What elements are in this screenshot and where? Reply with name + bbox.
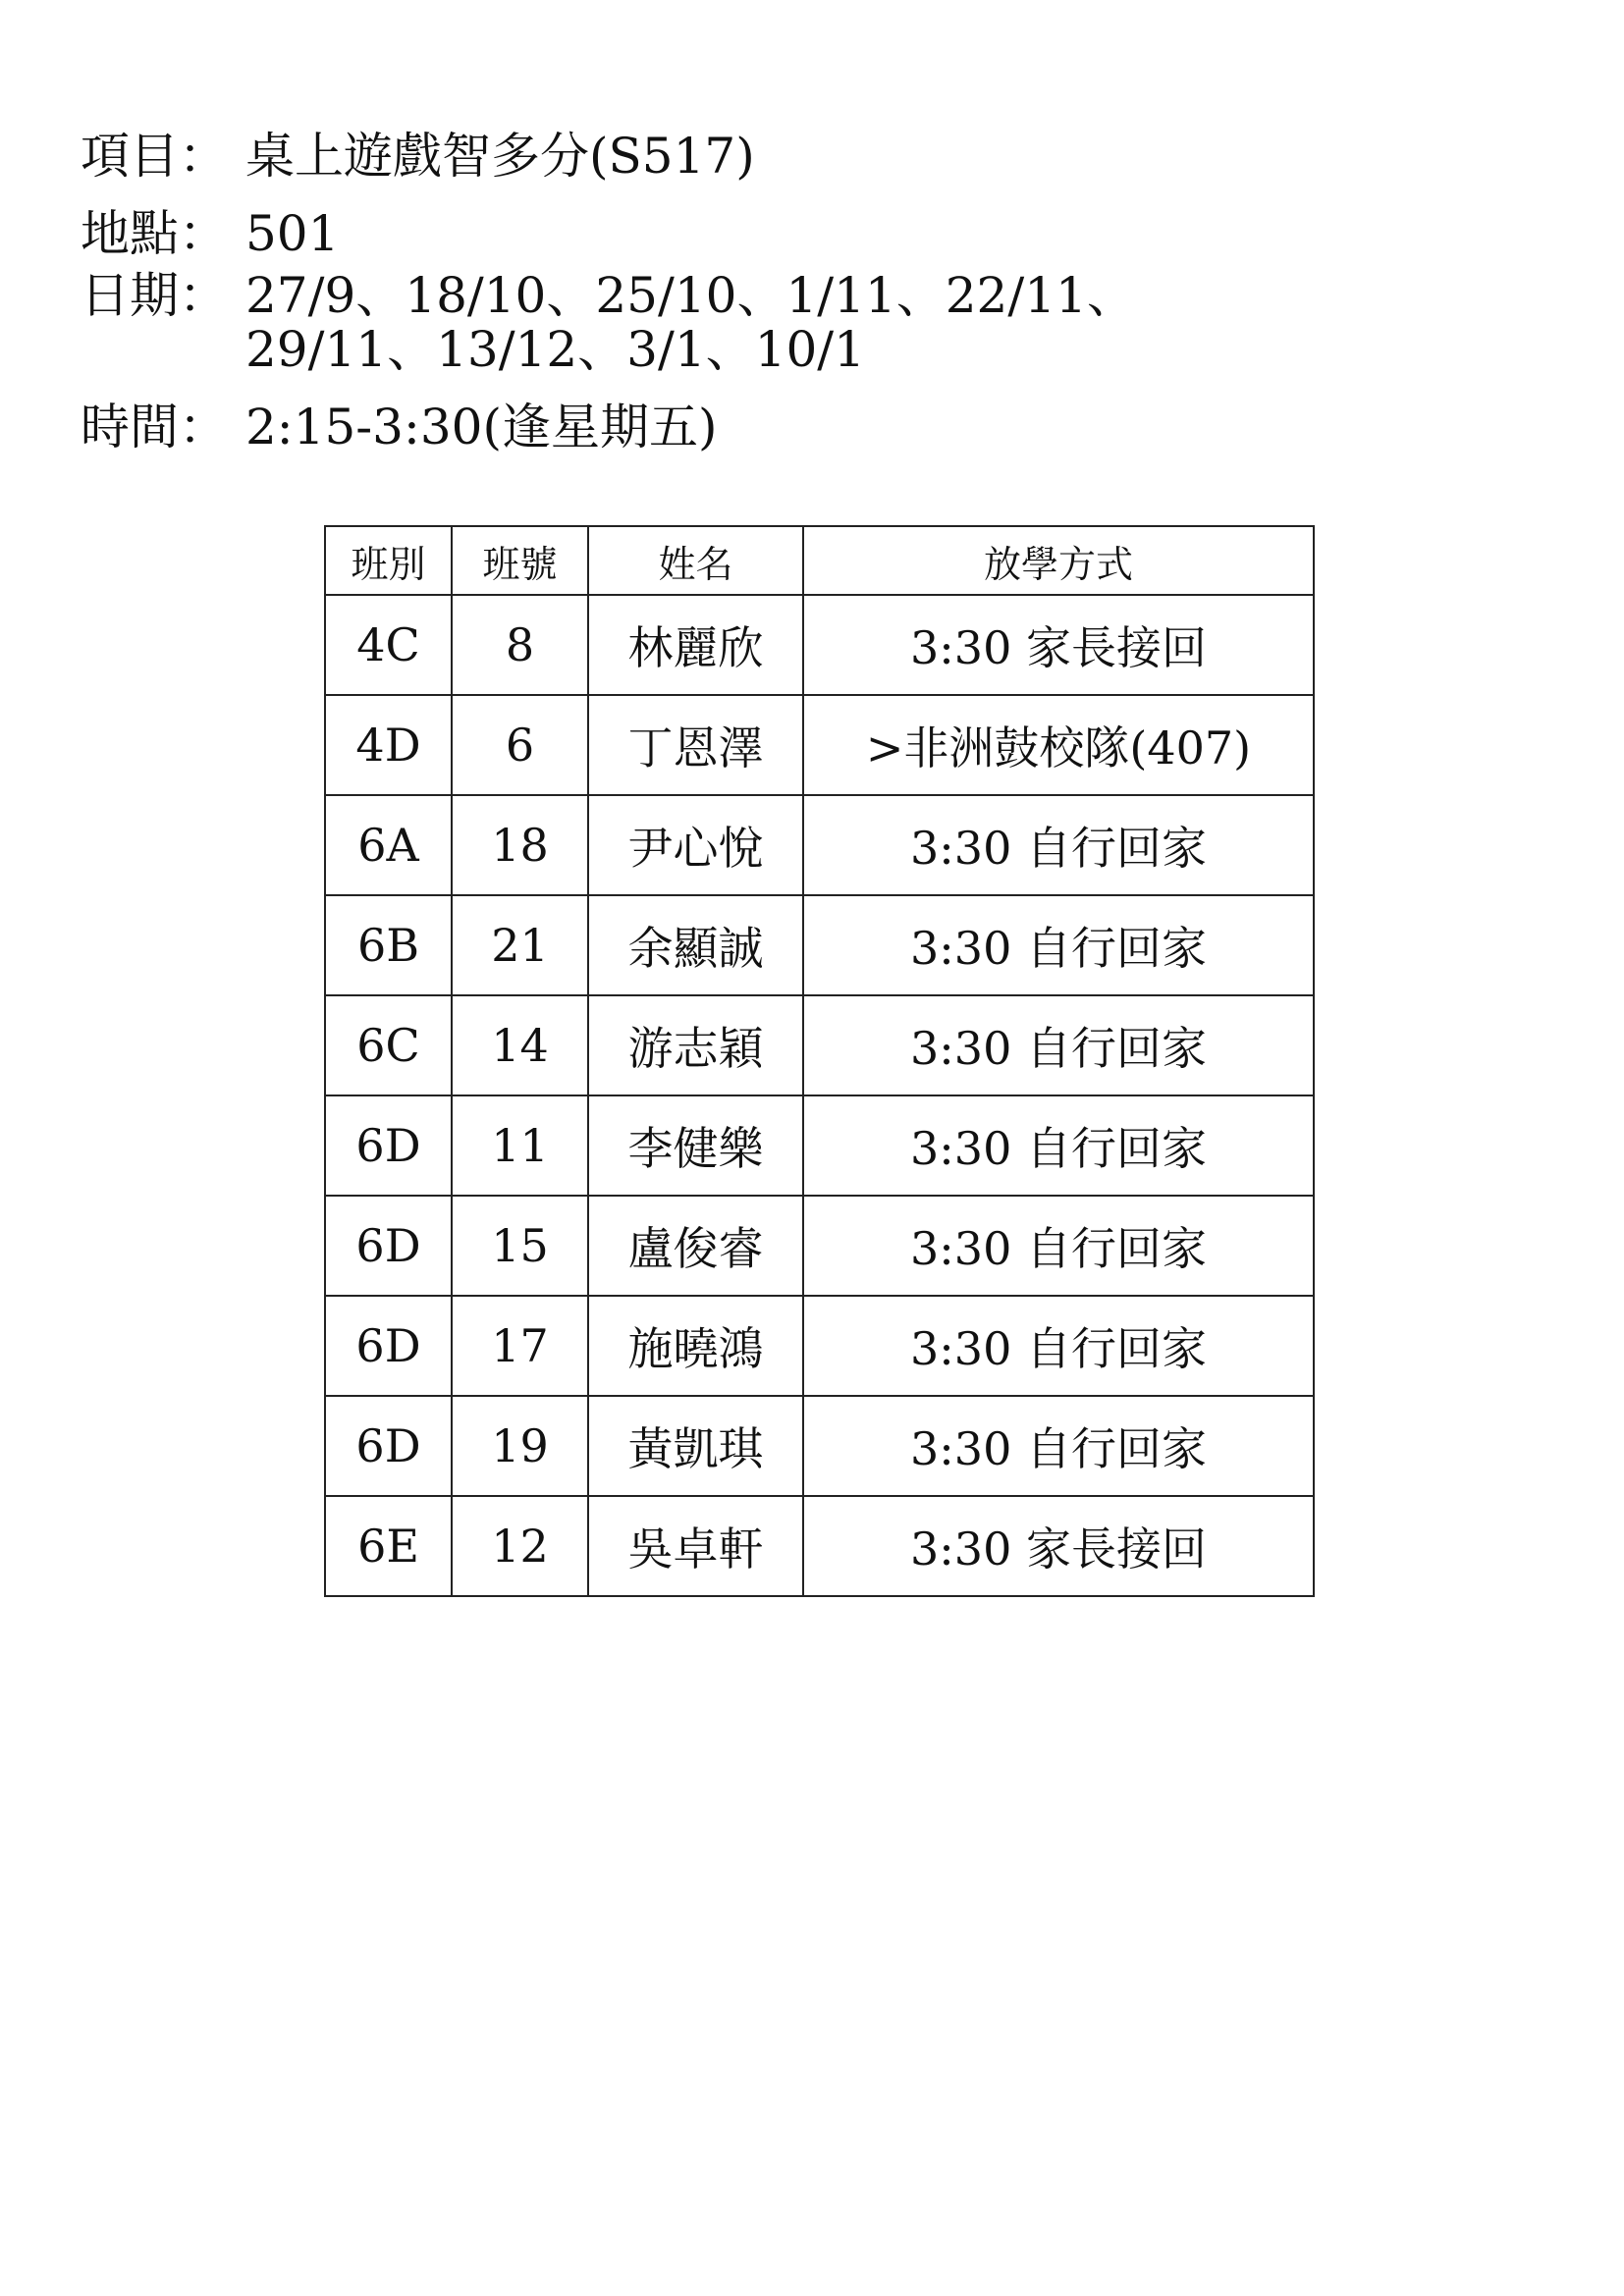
name-cell: 李健樂 bbox=[588, 1095, 803, 1196]
number-cell: 17 bbox=[452, 1296, 588, 1396]
table-row bbox=[325, 995, 1314, 1095]
dismissal-cell: 3:30 自行回家 bbox=[803, 895, 1314, 995]
item-value: 桌上遊戲智多分(S517) bbox=[245, 128, 755, 185]
class-cell: 6D bbox=[325, 1196, 452, 1296]
table-row bbox=[325, 1196, 1314, 1296]
location-label: 地點： bbox=[81, 205, 228, 262]
class-cell: 6A bbox=[325, 795, 452, 895]
name-cell: 盧俊睿 bbox=[588, 1196, 803, 1296]
activity-info bbox=[81, 130, 1136, 454]
number-cell: 8 bbox=[452, 595, 588, 695]
class-cell: 6B bbox=[325, 895, 452, 995]
dismissal-cell: 3:30 自行回家 bbox=[803, 795, 1314, 895]
class-cell: 4C bbox=[325, 595, 452, 695]
name-cell: 吳卓軒 bbox=[588, 1496, 803, 1596]
number-cell: 14 bbox=[452, 995, 588, 1095]
location-row bbox=[81, 207, 1136, 261]
name-cell: 林麗欣 bbox=[588, 595, 803, 695]
dismissal-cell: 3:30 自行回家 bbox=[803, 1196, 1314, 1296]
class-cell: 6E bbox=[325, 1496, 452, 1596]
column-header-number: 班號 bbox=[452, 526, 588, 595]
table-row bbox=[325, 795, 1314, 895]
class-cell: 6D bbox=[325, 1095, 452, 1196]
class-cell: 4D bbox=[325, 695, 452, 795]
name-cell: 余顯誠 bbox=[588, 895, 803, 995]
column-header-dismissal: 放學方式 bbox=[803, 526, 1314, 595]
time-value: 2:15-3:30(逢星期五) bbox=[245, 399, 718, 455]
dismissal-cell: 3:30 家長接回 bbox=[803, 595, 1314, 695]
table-row bbox=[325, 1396, 1314, 1496]
name-cell: 黃凱琪 bbox=[588, 1396, 803, 1496]
name-cell: 尹心悅 bbox=[588, 795, 803, 895]
table-row bbox=[325, 595, 1314, 695]
class-cell: 6D bbox=[325, 1296, 452, 1396]
table-body bbox=[325, 595, 1314, 1596]
dismissal-cell: 3:30 自行回家 bbox=[803, 1095, 1314, 1196]
number-cell: 21 bbox=[452, 895, 588, 995]
date-label: 日期： bbox=[81, 267, 228, 324]
time-row bbox=[81, 400, 1136, 454]
location-value: 501 bbox=[245, 205, 340, 262]
dismissal-cell: 3:30 自行回家 bbox=[803, 995, 1314, 1095]
item-label: 項目： bbox=[81, 128, 228, 185]
student-table bbox=[324, 525, 1315, 1597]
number-cell: 6 bbox=[452, 695, 588, 795]
table-row bbox=[325, 1095, 1314, 1196]
table-row bbox=[325, 695, 1314, 795]
table-header-row bbox=[325, 526, 1314, 595]
dismissal-cell: 3:30 自行回家 bbox=[803, 1396, 1314, 1496]
number-cell: 12 bbox=[452, 1496, 588, 1596]
class-cell: 6D bbox=[325, 1396, 452, 1496]
date-value-line-1: 27/9、18/10、25/10、1/11、22/11、 bbox=[245, 267, 1136, 324]
table-row bbox=[325, 1296, 1314, 1396]
number-cell: 11 bbox=[452, 1095, 588, 1196]
class-cell: 6C bbox=[325, 995, 452, 1095]
date-value bbox=[245, 269, 1136, 377]
item-row bbox=[81, 130, 1136, 184]
time-label: 時間： bbox=[81, 399, 228, 455]
name-cell: 游志穎 bbox=[588, 995, 803, 1095]
table-row bbox=[325, 1496, 1314, 1596]
dismissal-cell: >非洲鼓校隊(407) bbox=[803, 695, 1314, 795]
column-header-class: 班別 bbox=[325, 526, 452, 595]
column-header-name: 姓名 bbox=[588, 526, 803, 595]
number-cell: 15 bbox=[452, 1196, 588, 1296]
date-row bbox=[81, 269, 1136, 377]
number-cell: 19 bbox=[452, 1396, 588, 1496]
name-cell: 丁恩澤 bbox=[588, 695, 803, 795]
name-cell: 施曉鴻 bbox=[588, 1296, 803, 1396]
dismissal-cell: 3:30 家長接回 bbox=[803, 1496, 1314, 1596]
date-value-line-2: 29/11、13/12、3/1、10/1 bbox=[245, 321, 865, 378]
dismissal-cell: 3:30 自行回家 bbox=[803, 1296, 1314, 1396]
number-cell: 18 bbox=[452, 795, 588, 895]
table-row bbox=[325, 895, 1314, 995]
